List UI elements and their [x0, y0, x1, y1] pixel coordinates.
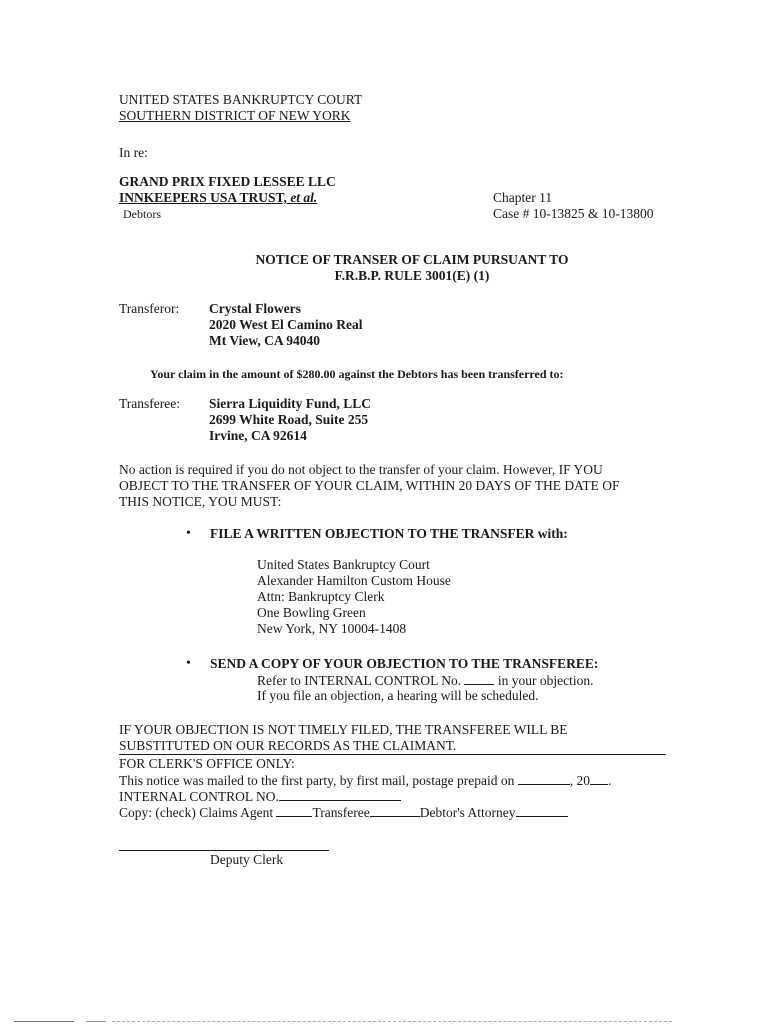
transferor-address-1: 2020 West El Camino Real — [209, 317, 363, 332]
copy-prefix: Copy: (check) Claims Agent — [119, 805, 274, 820]
control-number-blank — [464, 672, 494, 685]
case-number: Case # 10-13825 & 10-13800 — [493, 206, 654, 221]
transferee-blank — [370, 804, 420, 817]
warning-line2: SUBSTITUTED ON OUR RECORDS AS THE CLAIMANT. — [119, 738, 457, 753]
court-district-text: SOUTHERN DISTRICT OF NEW YORK — [119, 108, 351, 123]
claims-agent-blank — [276, 804, 312, 817]
no-action-line2: OBJECT TO THE TRANSFER OF YOUR CLAIM, WITHIN 20 DAYS OF THE DATE OF — [119, 478, 620, 493]
debtor-et-al: et al. — [290, 190, 318, 205]
in-re-label: In re: — [119, 145, 148, 160]
mailed-line: This notice was mailed to the first party, by first mail, postage prepaid on , 20 . — [119, 773, 612, 788]
section-divider — [119, 754, 666, 755]
clerk-address-line: Attn: Bankruptcy Clerk — [257, 589, 385, 604]
notice-title-line2: F.R.B.P. RULE 3001(E) (1) — [334, 268, 490, 283]
signature-line — [119, 850, 329, 851]
copy-transferee: Transferee — [312, 805, 370, 820]
clerk-address — [257, 557, 451, 637]
scan-artifact-line — [112, 1021, 672, 1022]
refer-prefix: Refer to INTERNAL CONTROL No. — [257, 673, 462, 688]
refer-suffix: in your objection. — [497, 673, 594, 688]
copy-attorney: Debtor's Attorney — [419, 805, 516, 820]
clerk-address-line: One Bowling Green — [257, 605, 366, 620]
internal-control-blank — [279, 788, 401, 801]
transferor-address-2: Mt View, CA 94040 — [209, 333, 320, 348]
case-chapter: Chapter 11 — [493, 190, 553, 205]
internal-control-label: INTERNAL CONTROL NO. — [119, 789, 279, 804]
bullet-1-marker: • — [186, 526, 191, 541]
transferor-label: Transferor: — [119, 301, 180, 316]
mailed-date-blank — [518, 772, 570, 785]
transferor-name: Crystal Flowers — [209, 301, 301, 316]
court-name: UNITED STATES BANKRUPTCY COURT — [119, 92, 363, 107]
debtors-label: Debtors — [123, 207, 161, 221]
scan-artifact-line — [14, 1021, 74, 1022]
mailed-year-blank — [590, 772, 608, 785]
mailed-year: , 20 — [569, 773, 591, 788]
deputy-clerk-label: Deputy Clerk — [210, 852, 284, 867]
transferee-label: Transferee: — [119, 396, 180, 411]
transferee-address-1: 2699 White Road, Suite 255 — [209, 412, 369, 427]
no-action-line3: THIS NOTICE, YOU MUST: — [119, 494, 282, 509]
transferee-name: Sierra Liquidity Fund, LLC — [209, 396, 372, 411]
claim-statement: Your claim in the amount of $280.00 against the Debtors has been transferred to: — [150, 367, 564, 381]
clerk-address-line: New York, NY 10004-1408 — [257, 621, 407, 636]
warning-line1: IF YOUR OBJECTION IS NOT TIMELY FILED, THE TRANSFEREE WILL BE — [119, 722, 568, 737]
debtor-name-2-text: INNKEEPERS USA TRUST, — [119, 190, 287, 205]
bullet-1-text: FILE A WRITTEN OBJECTION TO THE TRANSFER with: — [210, 526, 568, 541]
bullet-2-text: SEND A COPY OF YOUR OBJECTION TO THE TRANSFEREE: — [210, 656, 599, 671]
court-district — [119, 108, 351, 124]
copy-line — [119, 804, 568, 821]
transferee-address-2: Irvine, CA 92614 — [209, 428, 307, 443]
clerk-heading: FOR CLERK'S OFFICE ONLY: — [119, 756, 295, 771]
debtor-name-2 — [119, 190, 317, 206]
internal-control-line — [119, 788, 401, 805]
attorney-blank — [516, 804, 568, 817]
clerk-address-line: United States Bankruptcy Court — [257, 557, 430, 572]
mailed-prefix: This notice was mailed to the first party, by first mail, postage prepaid on — [119, 773, 515, 788]
notice-title-line1: NOTICE OF TRANSER OF CLAIM PURSUANT TO — [255, 252, 569, 267]
scan-artifact-line — [86, 1021, 106, 1022]
refer-control-line — [257, 672, 593, 689]
bullet-2-marker: • — [186, 656, 191, 671]
clerk-address-line: Alexander Hamilton Custom House — [257, 573, 451, 588]
no-action-line1: No action is required if you do not object to the transfer of your claim. However, IF YOU — [119, 462, 603, 477]
debtor-name-1: GRAND PRIX FIXED LESSEE LLC — [119, 174, 336, 189]
hearing-note: If you file an objection, a hearing will be scheduled. — [257, 688, 539, 703]
